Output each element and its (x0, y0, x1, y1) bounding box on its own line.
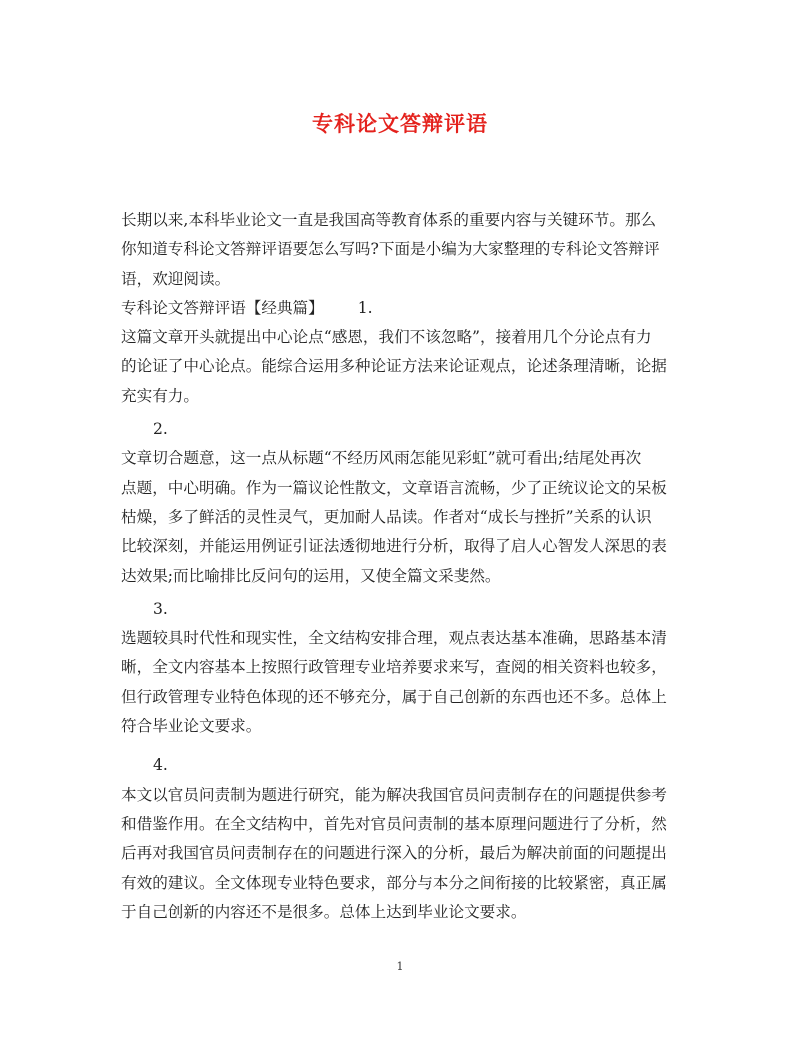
intro-line: 长期以来,本科毕业论文一直是我国高等教育体系的重要内容与关键环节。那么 (121, 211, 657, 229)
paragraph-line: 比较深刻，并能运用例证引证法透彻地进行分析，取得了启人心智发人深思的表 (121, 537, 667, 556)
document-body (121, 206, 686, 927)
paragraph-line: 达效果;而比喻排比反问句的运用，又使全篇文采斐然。 (121, 566, 501, 585)
section-heading: 专科论文答辩评语【经典篇】 (121, 298, 324, 317)
paragraph-line: 充实有力。 (121, 386, 199, 405)
paragraph-line: 本文以官员问责制为题进行研究，能为解决我国官员问责制存在的问题提供参考 (121, 785, 667, 804)
item-number-1: 1. (357, 298, 373, 317)
paragraph-line: 符合毕业论文要求。 (121, 717, 262, 736)
paragraph-line: 点题，中心明确。作为一篇议论性散文，文章语言流畅，少了正统议论文的呆板 (121, 478, 667, 497)
intro-line: 语，欢迎阅读。 (121, 269, 231, 288)
intro-line: 你知道专科论文答辩评语要怎么写吗?下面是小编为大家整理的专科论文答辩评 (121, 240, 660, 259)
paragraph-line: 有效的建议。全文体现专业特色要求，部分与本分之间衔接的比较紧密，真正属 (121, 873, 667, 892)
paragraph-line: 于自己创新的内容还不是很多。总体上达到毕业论文要求。 (121, 902, 527, 921)
paragraph-line: 晰，全文内容基本上按照行政管理专业培养要求来写，查阅的相关资料也较多， (121, 658, 667, 677)
paragraph-line: 这篇文章开头就提出中心论点“感恩，我们不该忽略”，接着用几个分论点有力 (121, 328, 652, 347)
item-number-3: 3. (153, 599, 168, 618)
document-title: 专科论文答辩评语 (312, 111, 488, 136)
page-number: 1 (396, 960, 404, 973)
item-number-4: 4. (153, 756, 168, 775)
paragraph-line: 文章切合题意，这一点从标题“不经历风雨怎能见彩虹”就可看出;结尾处再次 (121, 449, 642, 468)
paragraph-line: 和借鉴作用。在全文结构中，首先对官员问责制的基本原理问题进行了分析，然 (121, 814, 667, 833)
paragraph-line: 的论证了中心论点。能综合运用多种论证方法来论证观点，论述条理清晰，论据 (121, 357, 667, 376)
paragraph-line: 后再对我国官员问责制存在的问题进行深入的分析，最后为解决前面的问题提出 (121, 844, 667, 863)
paragraph-line: 枯燥，多了鲜活的灵性灵气，更加耐人品读。作者对“成长与挫折”关系的认识 (121, 507, 652, 526)
paragraph-line: 但行政管理专业特色体现的还不够充分，属于自己创新的东西也还不多。总体上 (121, 687, 667, 706)
paragraph-line: 选题较具时代性和现实性，全文结构安排合理，观点表达基本准确，思路基本清 (121, 629, 667, 648)
section-heading-line (121, 294, 686, 323)
item-number-2: 2. (153, 420, 168, 439)
